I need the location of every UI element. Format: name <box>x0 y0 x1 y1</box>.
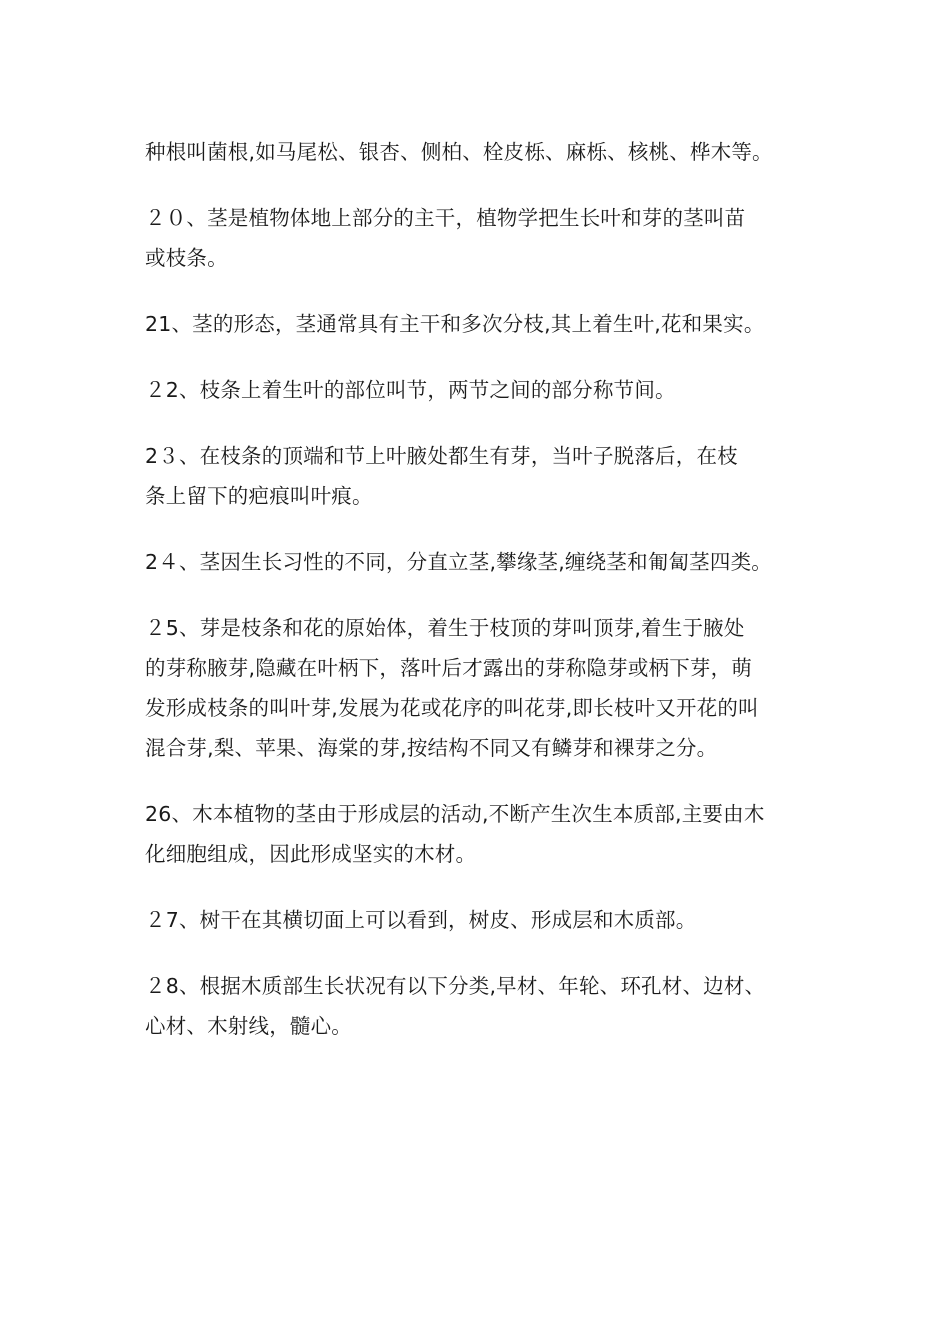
text-line: 2３、在枝条的顶端和节上叶腋处都生有芽，当叶子脱落后，在枝 <box>145 444 738 468</box>
paragraph-23 <box>145 436 835 516</box>
body-text <box>145 132 835 1046</box>
paragraph-22 <box>145 370 835 410</box>
text-line: 化细胞组成，因此形成坚实的木材。 <box>145 842 477 866</box>
text-line: ２2、枝条上着生叶的部位叫节，两节之间的部分称节间。 <box>145 378 676 402</box>
text-line: 26、木本植物的茎由于形成层的活动,不断产生次生本质部,主要由木 <box>145 802 765 826</box>
text-line: 21、茎的形态，茎通常具有主干和多次分枝,其上着生叶,花和果实。 <box>145 312 765 336</box>
text-line: 的芽称腋芽,隐藏在叶柄下，落叶后才露出的芽称隐芽或柄下芽，萌 <box>145 656 753 680</box>
paragraph-27 <box>145 900 835 940</box>
text-line: 种根叫菌根,如马尾松、银杏、侧柏、栓皮栎、麻栎、核桃、桦木等。 <box>145 140 773 164</box>
paragraph-21 <box>145 304 835 344</box>
paragraph-26 <box>145 794 835 874</box>
text-line: 或枝条。 <box>145 246 228 270</box>
paragraph-root-fungi <box>145 132 835 172</box>
paragraph-24 <box>145 542 835 582</box>
paragraph-25 <box>145 608 835 768</box>
text-line: ２8、根据木质部生长状况有以下分类,早材、年轮、环孔材、边材、 <box>145 974 766 998</box>
text-line: ２7、树干在其横切面上可以看到，树皮、形成层和木质部。 <box>145 908 697 932</box>
text-line: 心材、木射线，髓心。 <box>145 1014 352 1038</box>
text-line: ２０、茎是植物体地上部分的主干，植物学把生长叶和芽的茎叫苗 <box>145 206 746 230</box>
text-line: ２5、芽是枝条和花的原始体，着生于枝顶的芽叫顶芽,着生于腋处 <box>145 616 745 640</box>
paragraph-28 <box>145 966 835 1046</box>
text-line: 发形成枝条的叫叶芽,发展为花或花序的叫花芽,即长枝叶又开花的叫 <box>145 696 759 720</box>
text-line: 条上留下的疤痕叫叶痕。 <box>145 484 373 508</box>
paragraph-20 <box>145 198 835 278</box>
text-line: 混合芽,梨、苹果、海棠的芽,按结构不同又有鳞芽和裸芽之分。 <box>145 736 718 760</box>
text-line: 2４、茎因生长习性的不同，分直立茎,攀缘茎,缠绕茎和匍匐茎四类。 <box>145 550 772 574</box>
